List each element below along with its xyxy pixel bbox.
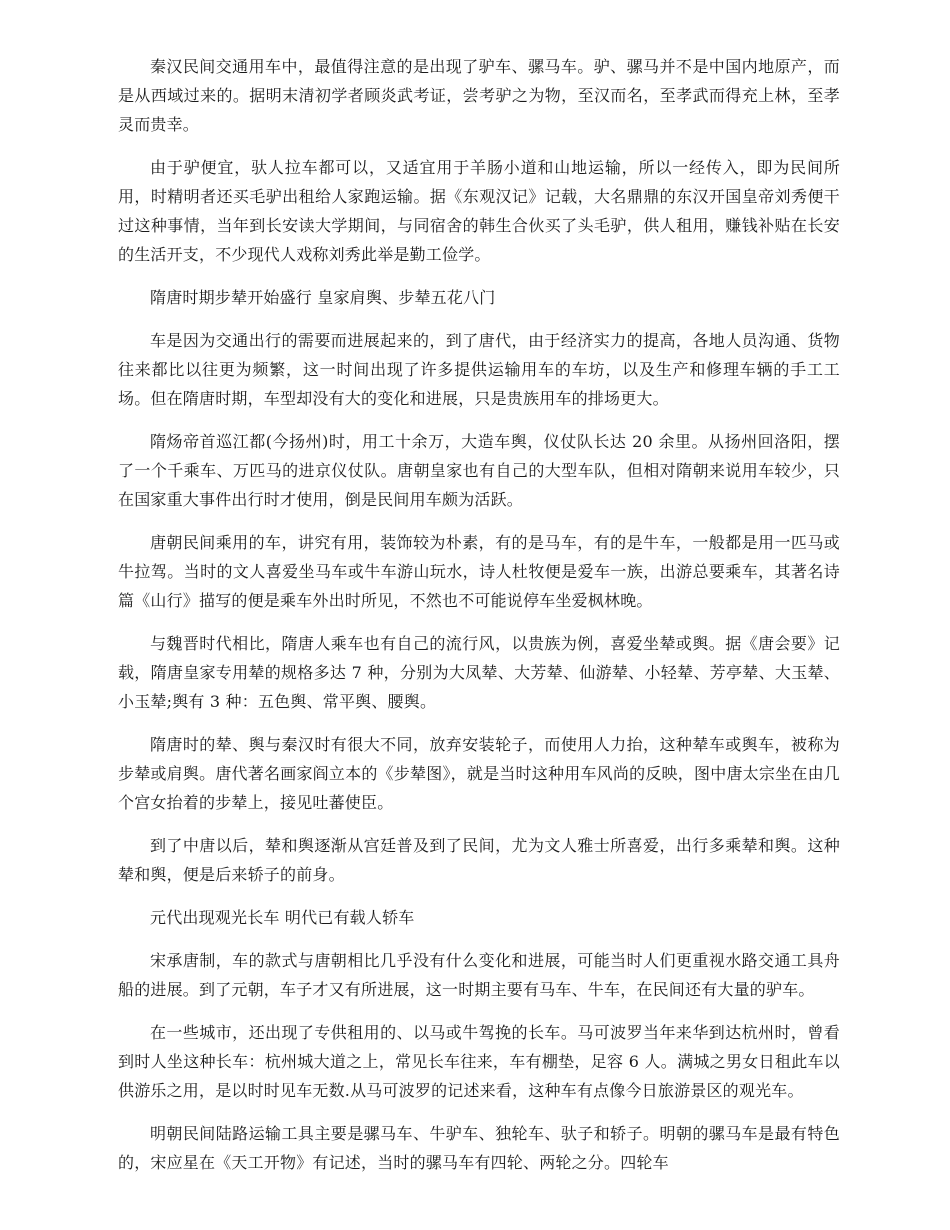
paragraph-mid-tang: 到了中唐以后，辇和舆逐渐从宫廷普及到了民间，尤为文人雅士所喜爱，出行多乘辇和舆。这种辇和舆，便是后来轿子的前身。 [118, 836, 840, 884]
paragraph-liu-xiu-donkey: 由于驴便宜，驮人拉车都可以，又适宜用于羊肠小道和山地运输，所以一经传入，即为民间所用，时精明者还买毛驴出租给人家跑运输。据《东观汉记》记载，大名鼎鼎的东汉开国皇帝刘秀便干过这种事情，当年到长安读大学期间，与同宿舍的韩生合伙买了头毛驴，供人租用，赚钱补贴在长安的生活开支，不少现代人戏称刘秀此举是勤工俭学。 [118, 158, 840, 264]
paragraph-song-yuan: 宋承唐制，车的款式与唐朝相比几乎没有什么变化和进展，可能当时人们更重视水路交通工具舟船的进展。到了元朝，车子才又有所进展，这一时期主要有马车、牛车，在民间还有大量的驴车。 [118, 951, 840, 999]
paragraph-nian-yu: 与魏晋时代相比，隋唐人乘车也有自己的流行风，以贵族为例，喜爱坐辇或舆。据《唐会要》记载，隋唐皇家专用辇的规格多达 7 种，分别为大凤辇、大芳辇、仙游辇、小轻辇、芳亭辇、大玉辇、小玉辇;舆有 3 种：五色舆、常平舆、腰舆。 [118, 634, 840, 711]
paragraph-ming-transport: 明朝民间陆路运输工具主要是骡马车、牛驴车、独轮车、驮子和轿子。明朝的骡马车是最有特色的，宋应星在《天工开物》有记述，当时的骡马车有四轮、两轮之分。四轮车 [118, 1124, 840, 1172]
paragraph-sui-yangdi: 隋炀帝首巡江都(今扬州)时，用工十余万，大造车舆，仪仗队长达 20 余里。从扬州回洛阳，摆了一个千乘车、万匹马的进京仪仗队。唐朝皇家也有自己的大型车队，但相对隋朝来说用车较少，只在国家重大事件出行时才使用，倒是民间用车颇为活跃。 [118, 432, 840, 509]
section-heading-sui-tang: 隋唐时期步辇开始盛行 皇家肩舆、步辇五花八门 [150, 288, 496, 307]
paragraph-marco-polo: 在一些城市，还出现了专供租用的、以马或牛驾挽的长车。马可波罗当年来华到达杭州时，曾看到时人坐这种长车：杭州城大道之上，常见长车往来，车有棚垫，足容 6 人。满城之男女日租此车以供游乐之用，是以时时见车无数.从马可波罗的记述来看，这种车有点像今日旅游景区的观光车。 [118, 1023, 840, 1100]
section-heading-yuan-ming: 元代出现观光长车 明代已有载人轿车 [150, 908, 415, 927]
paragraph-bunian: 隋唐时的辇、舆与秦汉时有很大不同，放弃安装轮子，而使用人力抬，这种辇车或舆车，被称为步辇或肩舆。唐代著名画家阎立本的《步辇图》，就是当时这种用车风尚的反映，图中唐太宗坐在由几个宫女抬着的步辇上，接见吐蕃使臣。 [118, 735, 840, 812]
paragraph-tang-vehicles: 车是因为交通出行的需要而进展起来的，到了唐代，由于经济实力的提高，各地人员沟通、货物往来都比以往更为频繁，这一时间出现了许多提供运输用车的车坊，以及生产和修理车辆的手工工场。但在隋唐时期，车型却没有大的变化和进展，只是贵族用车的排场更大。 [118, 331, 840, 408]
paragraph-donkey-carts: 秦汉民间交通用车中，最值得注意的是出现了驴车、骡马车。驴、骡马并不是中国内地原产，而是从西域过来的。据明末清初学者顾炎武考证，尝考驴之为物，至汉而名，至孝武而得充上林，至孝灵而贵幸。 [118, 57, 840, 134]
paragraph-tang-civil-carts: 唐朝民间乘用的车，讲究有用，装饰较为朴素，有的是马车，有的是牛车，一般都是用一匹马或牛拉驾。当时的文人喜爱坐马车或牛车游山玩水，诗人杜牧便是爱车一族，出游总要乘车，其著名诗篇《山行》描写的便是乘车外出时所见，不然也不可能说停车坐爱枫林晚。 [118, 533, 840, 610]
